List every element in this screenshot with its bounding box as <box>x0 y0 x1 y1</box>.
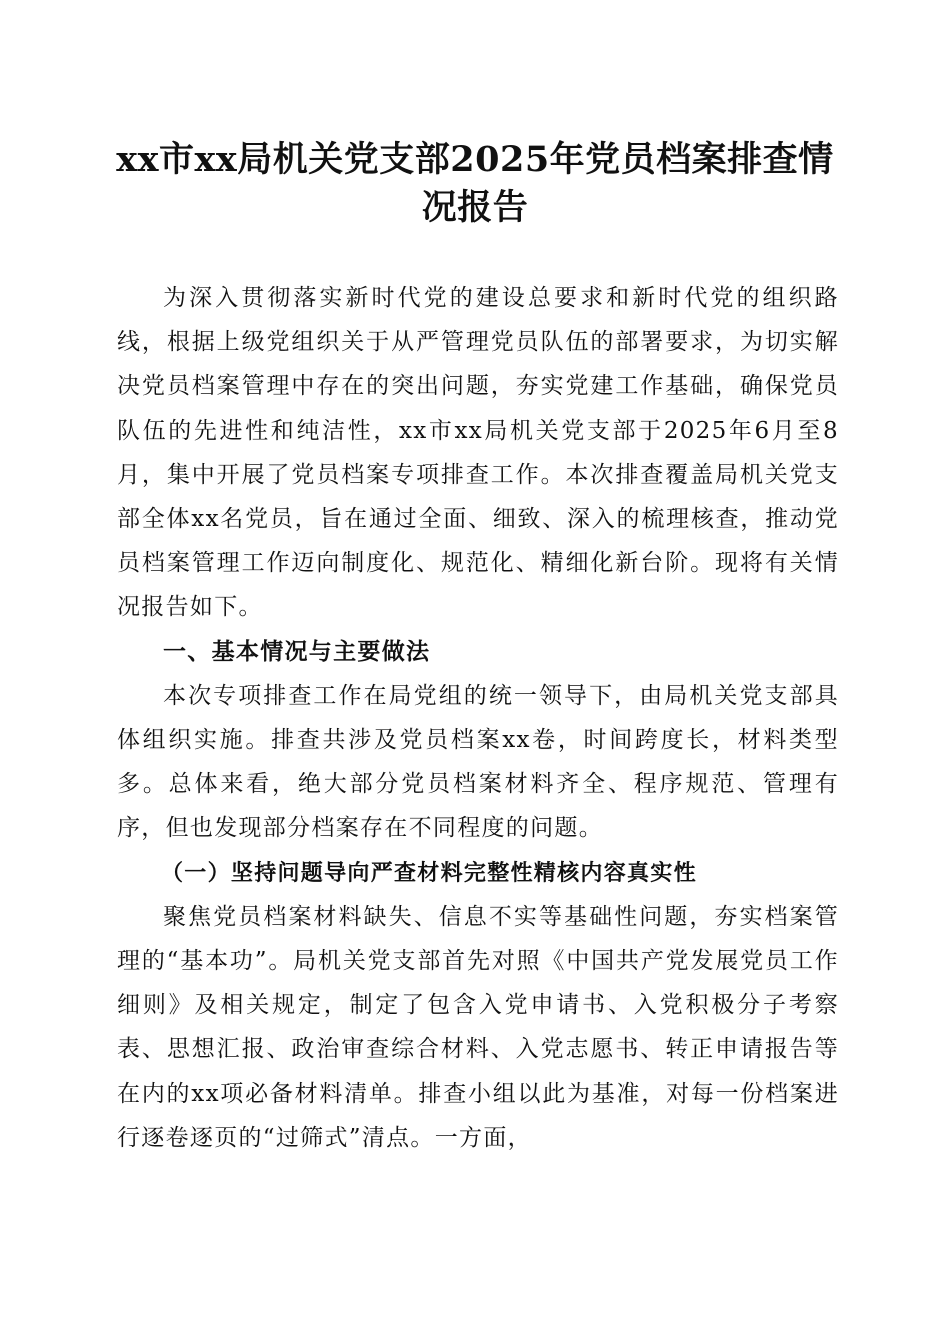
materials-check-paragraph: 聚焦党员档案材料缺失、信息不实等基础性问题，夯实档案管理的“基本功”。局机关党支部首先对照《中国共产党发展党员工作细则》及相关规定，制定了包含入党申请书、入党积极分子考察表、思想汇报、政治审查综合材料、入党志愿书、转正申请报告等在内的xx项必备材料清单。排查小组以此为基准，对每一份档案进行逐卷逐页的“过筛式”清点。一方面， <box>117 903 839 1151</box>
subsection-heading-1: （一）坚持问题导向严查材料完整性精核内容真实性 <box>161 859 697 886</box>
basic-situation-paragraph: 本次专项排查工作在局党组的统一领导下，由局机关党支部具体组织实施。排查共涉及党员档案xx卷，时间跨度长，材料类型多。总体来看，绝大部分党员档案材料齐全、程序规范、管理有序，但也发现部分档案存在不同程度的问题。 <box>117 682 839 842</box>
intro-paragraph: 为深入贯彻落实新时代党的建设总要求和新时代党的组织路线，根据上级党组织关于从严管理党员队伍的部署要求，为切实解决党员档案管理中存在的突出问题，夯实党建工作基础，确保党员队伍的先进性和纯洁性，xx市xx局机关党支部于2025年6月至8月，集中开展了党员档案专项排查工作。本次排查覆盖局机关党支部全体xx名党员，旨在通过全面、细致、深入的梳理核查，推动党员档案管理工作迈向制度化、规范化、精细化新台阶。现将有关情况报告如下。 <box>117 285 839 621</box>
title-line-1: xx市xx局机关党支部2025年党员档案排查情 <box>116 139 834 180</box>
section-heading-1: 一、基本情况与主要做法 <box>163 638 431 665</box>
document-body <box>117 276 839 1160</box>
document-title <box>110 136 840 232</box>
title-line-2: 况报告 <box>421 187 529 228</box>
